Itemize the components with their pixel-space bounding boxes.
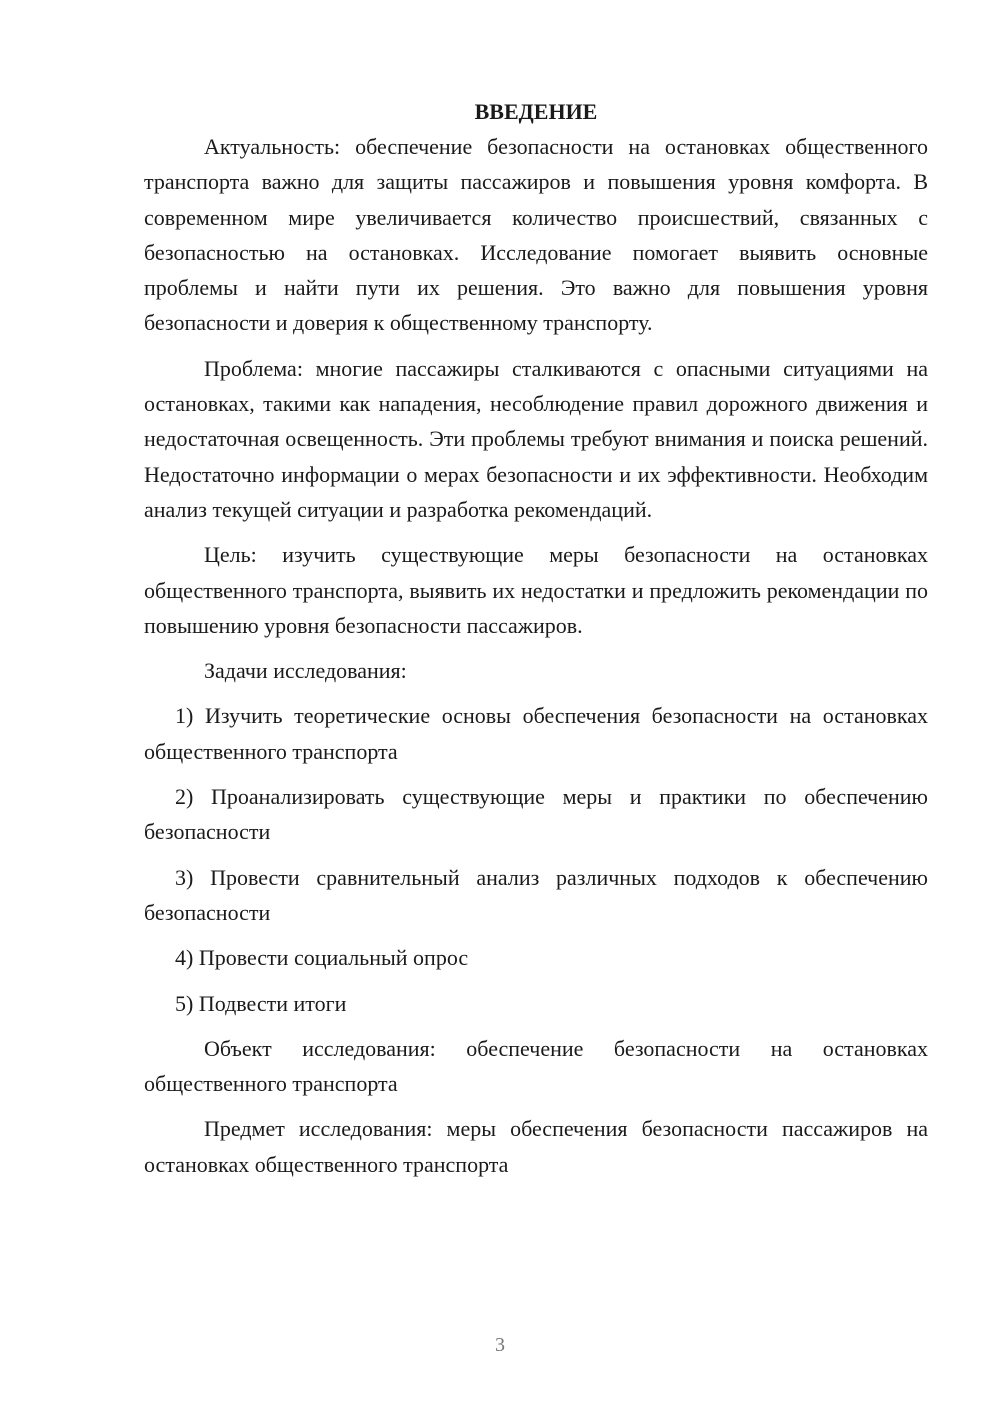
task-item-3: 3) Провести сравнительный анализ различных подходов к обеспечению безопасности xyxy=(144,864,928,925)
section-title: ВВЕДЕНИЕ xyxy=(474,99,598,124)
task-item-2: 2) Проанализировать существующие меры и практики по обеспечению безопасности xyxy=(144,784,928,845)
paragraph-subject: Предмет исследования: меры обеспечения безопасности пассажиров на остановках общественного транспорта xyxy=(144,1116,928,1177)
page-number: 3 xyxy=(495,1334,505,1356)
paragraph-relevance: Актуальность: обеспечение безопасности на остановках общественного транспорта важно для защиты пассажиров и повышения уровня комфорта. В современном мире увеличивается количество происшествий, связанных с безопасностью на остановках. Исследование помогает выявить основные проблемы и найти пути их решения. Это важно для повышения уровня безопасности и доверия к общественному транспорту. xyxy=(144,134,928,336)
task-item-4: 4) Провести социальный опрос xyxy=(175,945,469,971)
task-item-5: 5) Подвести итоги xyxy=(175,990,347,1016)
task-item-1: 1) Изучить теоретические основы обеспечения безопасности на остановках общественного транспорта xyxy=(144,703,928,764)
page-content xyxy=(144,94,928,1182)
paragraph-goal: Цель: изучить существующие меры безопасности на остановках общественного транспорта, выявить их недостатки и предложить рекомендации по повышению уровня безопасности пассажиров. xyxy=(144,542,928,638)
paragraph-object: Объект исследования: обеспечение безопасности на остановках общественного транспорта xyxy=(144,1035,928,1097)
paragraph-tasks-heading: Задачи исследования: xyxy=(204,658,407,684)
paragraph-problem: Проблема: многие пассажиры сталкиваются с опасными ситуациями на остановках, такими как нападения, несоблюдение правил дорожного движения и недостаточная освещенность. Эти проблемы требуют внимания и поиска решений. Недостаточно информации о мерах безопасности и их эффективности. Необходим анализ текущей ситуации и разработка рекомендаций. xyxy=(144,355,928,522)
